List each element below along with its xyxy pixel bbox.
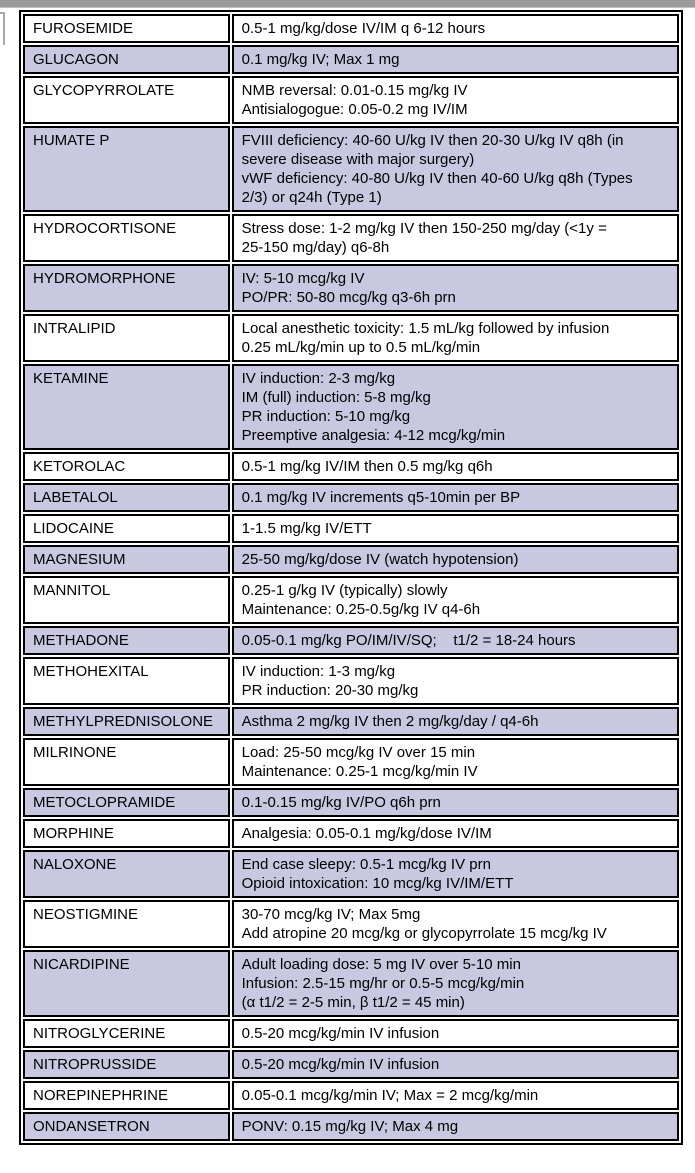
drug-name-cell: METHOHEXITAL: [23, 657, 230, 705]
drug-name-cell: HYDROMORPHONE: [23, 264, 230, 312]
drug-name-cell: HUMATE P: [23, 126, 230, 212]
drug-name-cell: MAGNESIUM: [23, 545, 230, 574]
drug-dose-cell: FVIII deficiency: 40-60 U/kg IV then 20-30 U/kg IV q8h (in severe disease with major surgery) vWF deficiency: 40-80 U/kg IV then 40-60 U/kg q8h (Types 2/3) or q24h (Type 1): [232, 126, 679, 212]
table-row: [23, 576, 679, 624]
drug-dose-cell: IV induction: 2-3 mg/kg IM (full) induction: 5-8 mg/kg PR induction: 5-10 mg/kg Preemptive analgesia: 4-12 mcg/kg/min: [232, 364, 679, 450]
table-row: [23, 364, 679, 450]
drug-dose-cell: 0.05-0.1 mcg/kg/min IV; Max = 2 mcg/kg/min: [232, 1081, 679, 1110]
drug-name-cell: NICARDIPINE: [23, 950, 230, 1017]
drug-dose-cell: 0.25-1 g/kg IV (typically) slowly Maintenance: 0.25-0.5g/kg IV q4-6h: [232, 576, 679, 624]
drug-dose-cell: IV: 5-10 mcg/kg IV PO/PR: 50-80 mcg/kg q3-6h prn: [232, 264, 679, 312]
drug-name-cell: NEOSTIGMINE: [23, 900, 230, 948]
drug-dose-cell: IV induction: 1-3 mg/kg PR induction: 20-30 mg/kg: [232, 657, 679, 705]
drug-dose-cell: Analgesia: 0.05-0.1 mg/kg/dose IV/IM: [232, 819, 679, 848]
adjacent-page-edge-fragment: [0, 12, 5, 45]
drug-dose-cell: 25-50 mg/kg/dose IV (watch hypotension): [232, 545, 679, 574]
drug-dose-cell: 0.1 mg/kg IV increments q5-10min per BP: [232, 483, 679, 512]
table-row: [23, 126, 679, 212]
drug-dose-cell: 0.5-20 mcg/kg/min IV infusion: [232, 1050, 679, 1079]
drug-name-cell: METHADONE: [23, 626, 230, 655]
drug-name-cell: NOREPINEPHRINE: [23, 1081, 230, 1110]
drug-name-cell: HYDROCORTISONE: [23, 214, 230, 262]
table-row: [23, 657, 679, 705]
table-row: [23, 707, 679, 736]
drug-dose-cell: 0.1 mg/kg IV; Max 1 mg: [232, 45, 679, 74]
drug-name-cell: MANNITOL: [23, 576, 230, 624]
drug-name-cell: MILRINONE: [23, 738, 230, 786]
drug-name-cell: GLYCOPYRROLATE: [23, 76, 230, 124]
drug-name-cell: LABETALOL: [23, 483, 230, 512]
drug-name-cell: NITROPRUSSIDE: [23, 1050, 230, 1079]
table-row: [23, 545, 679, 574]
table-row: [23, 45, 679, 74]
drug-dosing-table: [19, 10, 683, 1145]
drug-dose-cell: Load: 25-50 mcg/kg IV over 15 min Maintenance: 0.25-1 mcg/kg/min IV: [232, 738, 679, 786]
drug-name-cell: METHYLPREDNISOLONE: [23, 707, 230, 736]
table-row: [23, 950, 679, 1017]
table-body: [23, 14, 679, 1141]
table-row: [23, 626, 679, 655]
drug-name-cell: KETOROLAC: [23, 452, 230, 481]
drug-name-cell: NITROGLYCERINE: [23, 1019, 230, 1048]
viewer-top-edge-bar: [0, 0, 695, 8]
table-row: [23, 264, 679, 312]
drug-name-cell: KETAMINE: [23, 364, 230, 450]
drug-dose-cell: End case sleepy: 0.5-1 mcg/kg IV prn Opioid intoxication: 10 mcg/kg IV/IM/ETT: [232, 850, 679, 898]
drug-dose-cell: 0.5-1 mg/kg/dose IV/IM q 6-12 hours: [232, 14, 679, 43]
drug-dose-cell: Adult loading dose: 5 mg IV over 5-10 min Infusion: 2.5-15 mg/hr or 0.5-5 mcg/kg/min (α t1/2 = 2-5 min, β t1/2 = 45 min): [232, 950, 679, 1017]
drug-dose-cell: 0.5-20 mcg/kg/min IV infusion: [232, 1019, 679, 1048]
table-row: [23, 76, 679, 124]
table-row: [23, 1019, 679, 1048]
table-row: [23, 738, 679, 786]
drug-dose-cell: 30-70 mcg/kg IV; Max 5mg Add atropine 20 mcg/kg or glycopyrrolate 15 mcg/kg IV: [232, 900, 679, 948]
drug-name-cell: MORPHINE: [23, 819, 230, 848]
drug-dose-cell: 0.5-1 mg/kg IV/IM then 0.5 mg/kg q6h: [232, 452, 679, 481]
table-row: [23, 314, 679, 362]
drug-dose-cell: 0.05-0.1 mg/kg PO/IM/IV/SQ; t1/2 = 18-24 hours: [232, 626, 679, 655]
table-row: [23, 850, 679, 898]
table-row: [23, 1081, 679, 1110]
drug-name-cell: METOCLOPRAMIDE: [23, 788, 230, 817]
table-row: [23, 514, 679, 543]
table-row: [23, 483, 679, 512]
table-row: [23, 1112, 679, 1141]
drug-name-cell: NALOXONE: [23, 850, 230, 898]
drug-dose-cell: PONV: 0.15 mg/kg IV; Max 4 mg: [232, 1112, 679, 1141]
table-row: [23, 788, 679, 817]
drug-name-cell: GLUCAGON: [23, 45, 230, 74]
drug-dose-cell: NMB reversal: 0.01-0.15 mg/kg IV Antisialogogue: 0.05-0.2 mg IV/IM: [232, 76, 679, 124]
table-row: [23, 452, 679, 481]
drug-dose-cell: 1-1.5 mg/kg IV/ETT: [232, 514, 679, 543]
drug-name-cell: FUROSEMIDE: [23, 14, 230, 43]
drug-dose-cell: Asthma 2 mg/kg IV then 2 mg/kg/day / q4-6h: [232, 707, 679, 736]
drug-name-cell: ONDANSETRON: [23, 1112, 230, 1141]
drug-dose-cell: 0.1-0.15 mg/kg IV/PO q6h prn: [232, 788, 679, 817]
table-row: [23, 1050, 679, 1079]
drug-name-cell: INTRALIPID: [23, 314, 230, 362]
drug-name-cell: LIDOCAINE: [23, 514, 230, 543]
table-row: [23, 819, 679, 848]
drug-dose-cell: Stress dose: 1-2 mg/kg IV then 150-250 mg/day (<1y = 25-150 mg/day) q6-8h: [232, 214, 679, 262]
table-row: [23, 900, 679, 948]
drug-dose-cell: Local anesthetic toxicity: 1.5 mL/kg followed by infusion 0.25 mL/kg/min up to 0.5 mL/kg/min: [232, 314, 679, 362]
table-row: [23, 14, 679, 43]
table-row: [23, 214, 679, 262]
